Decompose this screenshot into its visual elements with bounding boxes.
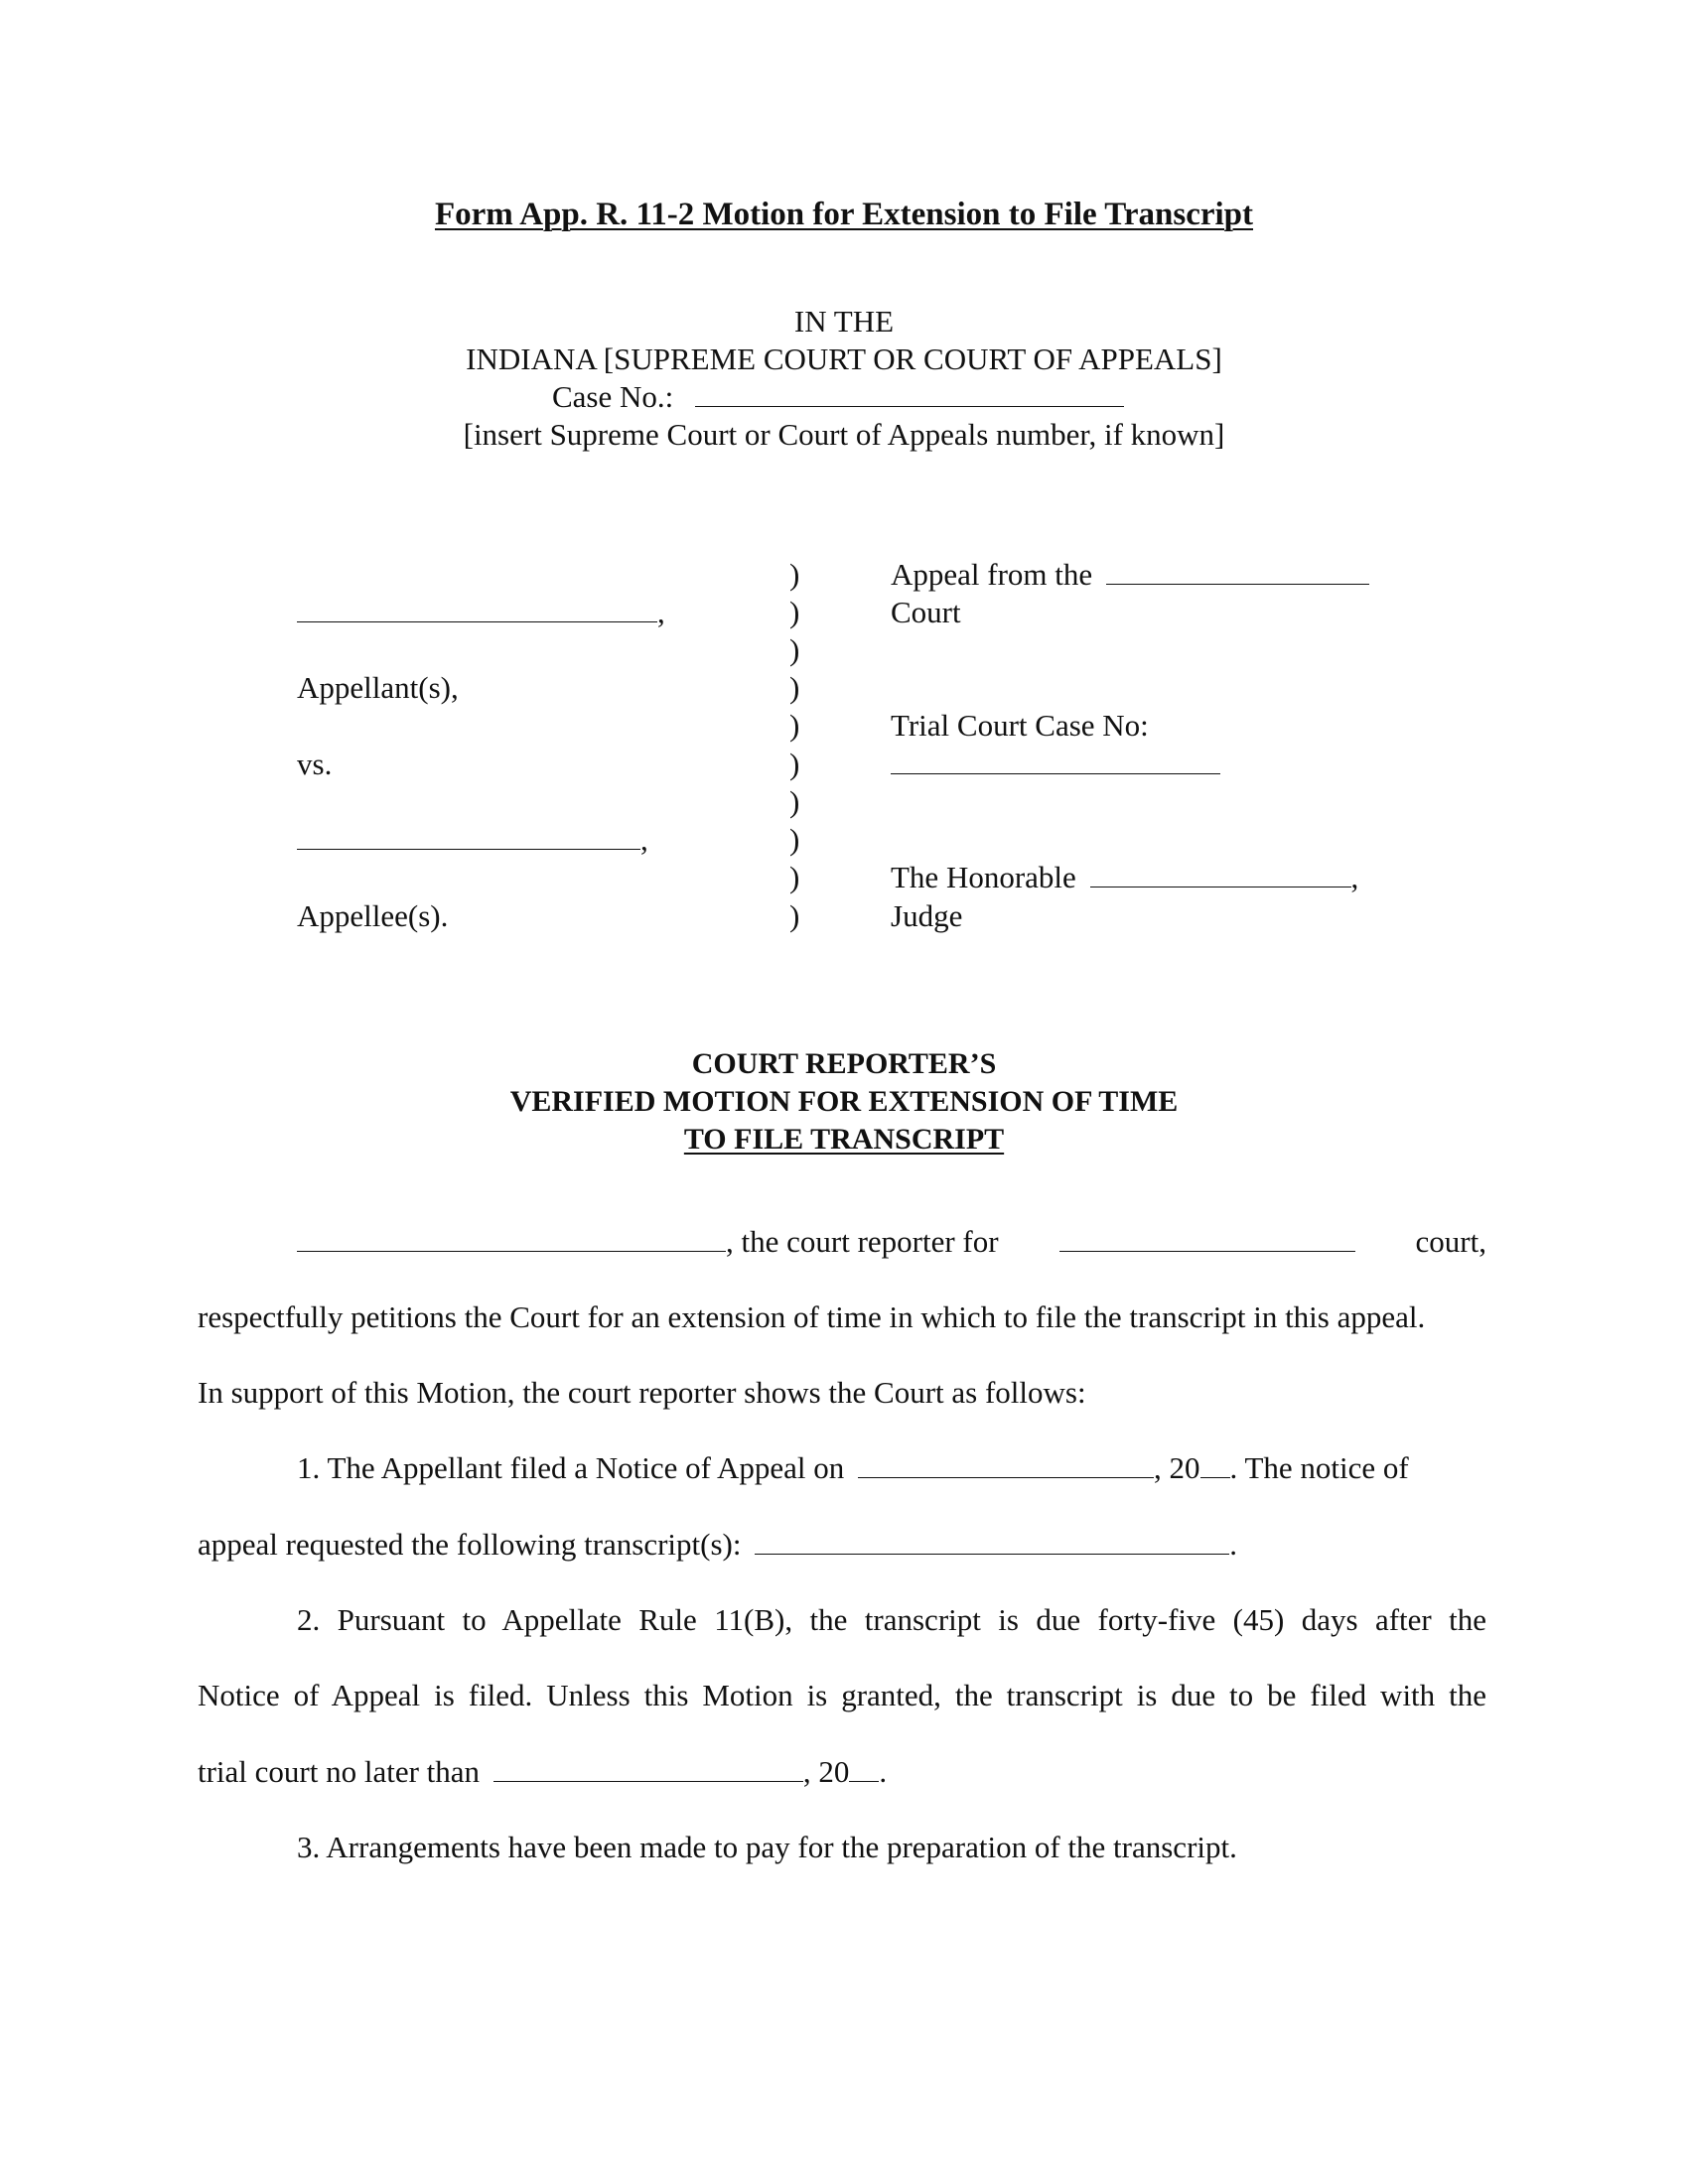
appellant-name-blank[interactable] bbox=[297, 620, 657, 622]
item2-line3: trial court no later than , 20 . bbox=[198, 1754, 888, 1789]
vs-label: vs. bbox=[297, 747, 333, 781]
court-label: Court bbox=[891, 595, 961, 629]
paragraph1-line2: respectfully petitions the Court for an extension of time in which to file the transcript in this appeal. bbox=[198, 1299, 1426, 1334]
caption-paren: ) bbox=[789, 670, 800, 705]
judge-label: Judge bbox=[891, 898, 963, 933]
header-court-name: INDIANA [SUPREME COURT OR COURT OF APPEALS] bbox=[466, 341, 1222, 376]
caption-paren: ) bbox=[789, 595, 800, 629]
appellee-name-blank[interactable] bbox=[297, 848, 640, 850]
appeal-from-court-blank[interactable] bbox=[1106, 583, 1369, 585]
item1-line1: 1. The Appellant filed a Notice of Appeal on , 20 . The notice of bbox=[297, 1450, 1409, 1485]
appellee-name-line: , bbox=[297, 822, 648, 858]
paragraph1-line3: In support of this Motion, the court reporter shows the Court as follows: bbox=[198, 1375, 1086, 1410]
caption-paren: ) bbox=[789, 860, 800, 894]
transcripts-requested-blank[interactable] bbox=[755, 1553, 1229, 1555]
caption-paren: ) bbox=[789, 822, 800, 857]
appeal-from-line: Appeal from the bbox=[891, 557, 1369, 593]
appellant-name-line: , bbox=[297, 595, 665, 630]
item2-line1: 2. Pursuant to Appellate Rule 11(B), the transcript is due forty-five (45) days after the bbox=[297, 1602, 1486, 1637]
appellee-label: Appellee(s). bbox=[297, 898, 449, 933]
caption-paren: ) bbox=[789, 708, 800, 743]
header-case-no bbox=[552, 379, 1124, 415]
judge-name-blank[interactable] bbox=[1090, 886, 1351, 887]
caption-paren: ) bbox=[789, 747, 800, 781]
header-in-the: IN THE bbox=[793, 304, 895, 339]
motion-title-line3: TO FILE TRANSCRIPT bbox=[683, 1123, 1005, 1156]
case-no-label: Case No.: bbox=[552, 379, 674, 414]
header-insert-note: [insert Supreme Court or Court of Appeals number, if known] bbox=[463, 417, 1225, 452]
item1-line2: appeal requested the following transcript(s): . bbox=[198, 1527, 1237, 1562]
trial-case-no-blank[interactable] bbox=[891, 772, 1220, 774]
form-title: Form App. R. 11-2 Motion for Extension to File Transcript bbox=[434, 197, 1254, 232]
reporter-court-blank[interactable] bbox=[1059, 1250, 1355, 1252]
trial-case-line bbox=[891, 747, 1220, 782]
paragraph1-line1: , the court reporter for court, bbox=[297, 1224, 1486, 1260]
motion-title-line2: VERIFIED MOTION FOR EXTENSION OF TIME bbox=[509, 1085, 1179, 1118]
notice-date-blank[interactable] bbox=[858, 1476, 1154, 1478]
caption-paren: ) bbox=[789, 557, 800, 592]
case-no-blank[interactable] bbox=[695, 405, 1124, 407]
due-year-blank[interactable] bbox=[849, 1780, 879, 1782]
honorable-line: The Honorable , bbox=[891, 860, 1359, 894]
motion-title-line1: COURT REPORTER’S bbox=[691, 1047, 997, 1080]
appellant-label: Appellant(s), bbox=[297, 670, 459, 705]
trial-case-label: Trial Court Case No: bbox=[891, 708, 1149, 743]
notice-year-blank[interactable] bbox=[1200, 1476, 1230, 1478]
caption-paren: ) bbox=[789, 632, 800, 667]
item3-line1: 3. Arrangements have been made to pay for the preparation of the transcript. bbox=[297, 1830, 1237, 1864]
due-date-blank[interactable] bbox=[493, 1780, 803, 1782]
court-reporter-name-blank[interactable] bbox=[297, 1250, 726, 1252]
item2-line2: Notice of Appeal is filed. Unless this Motion is granted, the transcript is due to be filed with the bbox=[198, 1678, 1486, 1712]
caption-paren: ) bbox=[789, 898, 800, 933]
caption-paren: ) bbox=[789, 784, 800, 819]
